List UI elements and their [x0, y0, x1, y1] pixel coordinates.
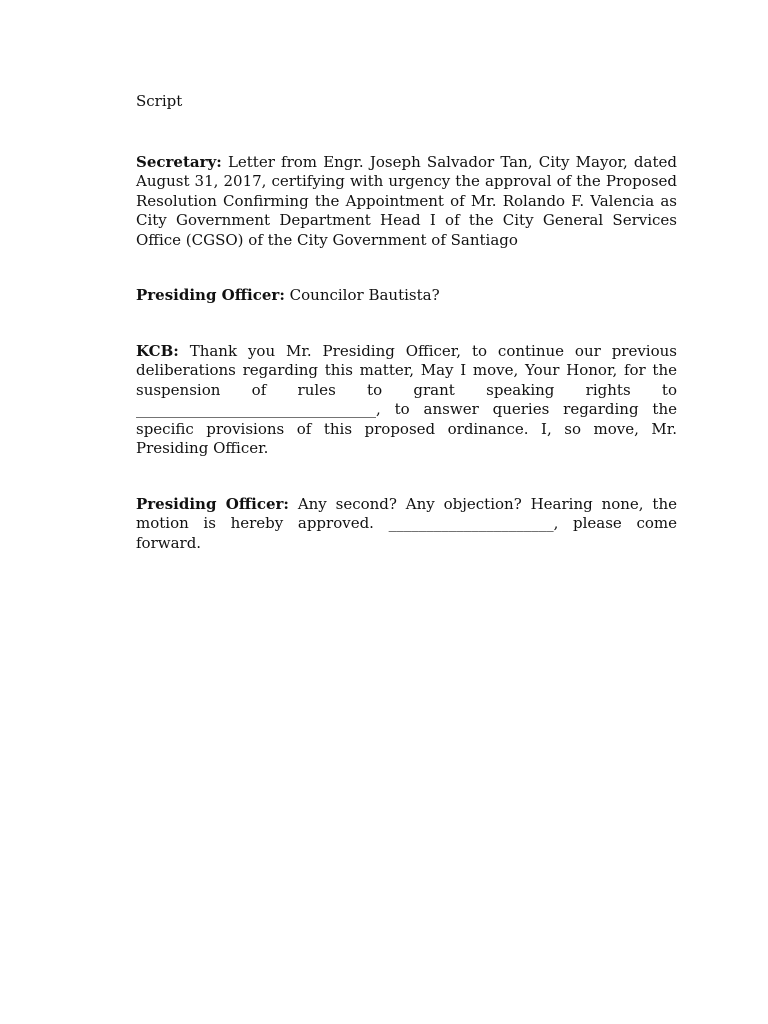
speaker-label: Secretary: [136, 152, 222, 171]
speaker-label: KCB: [136, 341, 179, 360]
paragraph-presiding-officer-1 [136, 286, 677, 306]
paragraph-text: Thank you Mr. Presiding Officer, to continue our previous deliberations regarding this matter, May I move, Your Honor, for the suspension of rules to grant speaking rights to ________________________________, to answer queries regarding the specific provisions of this proposed ordinance. I, so move, Mr. Presiding Officer. [136, 341, 677, 457]
paragraph-kcb [136, 342, 677, 459]
document-title: Script [136, 92, 183, 110]
speaker-label: Presiding Officer: [136, 494, 289, 513]
paragraph-presiding-officer-2 [136, 495, 677, 554]
paragraph-text: Any second? Any objection? Hearing none, the motion is hereby approved. ______________________, please come forward. [136, 494, 677, 552]
paragraph-secretary [136, 153, 677, 251]
paragraph-text: Councilor Bautista? [289, 286, 440, 304]
paragraph-text: Letter from Engr. Joseph Salvador Tan, City Mayor, dated August 31, 2017, certifying with urgency the approval of the Proposed Resolution Confirming the Appointment of Mr. Rolando F. Valencia as City Government Department Head I of the City General Services Office (CGSO) of the City Government of Santiago [136, 152, 677, 249]
speaker-label: Presiding Officer: [136, 286, 285, 304]
document-body [136, 92, 677, 589]
